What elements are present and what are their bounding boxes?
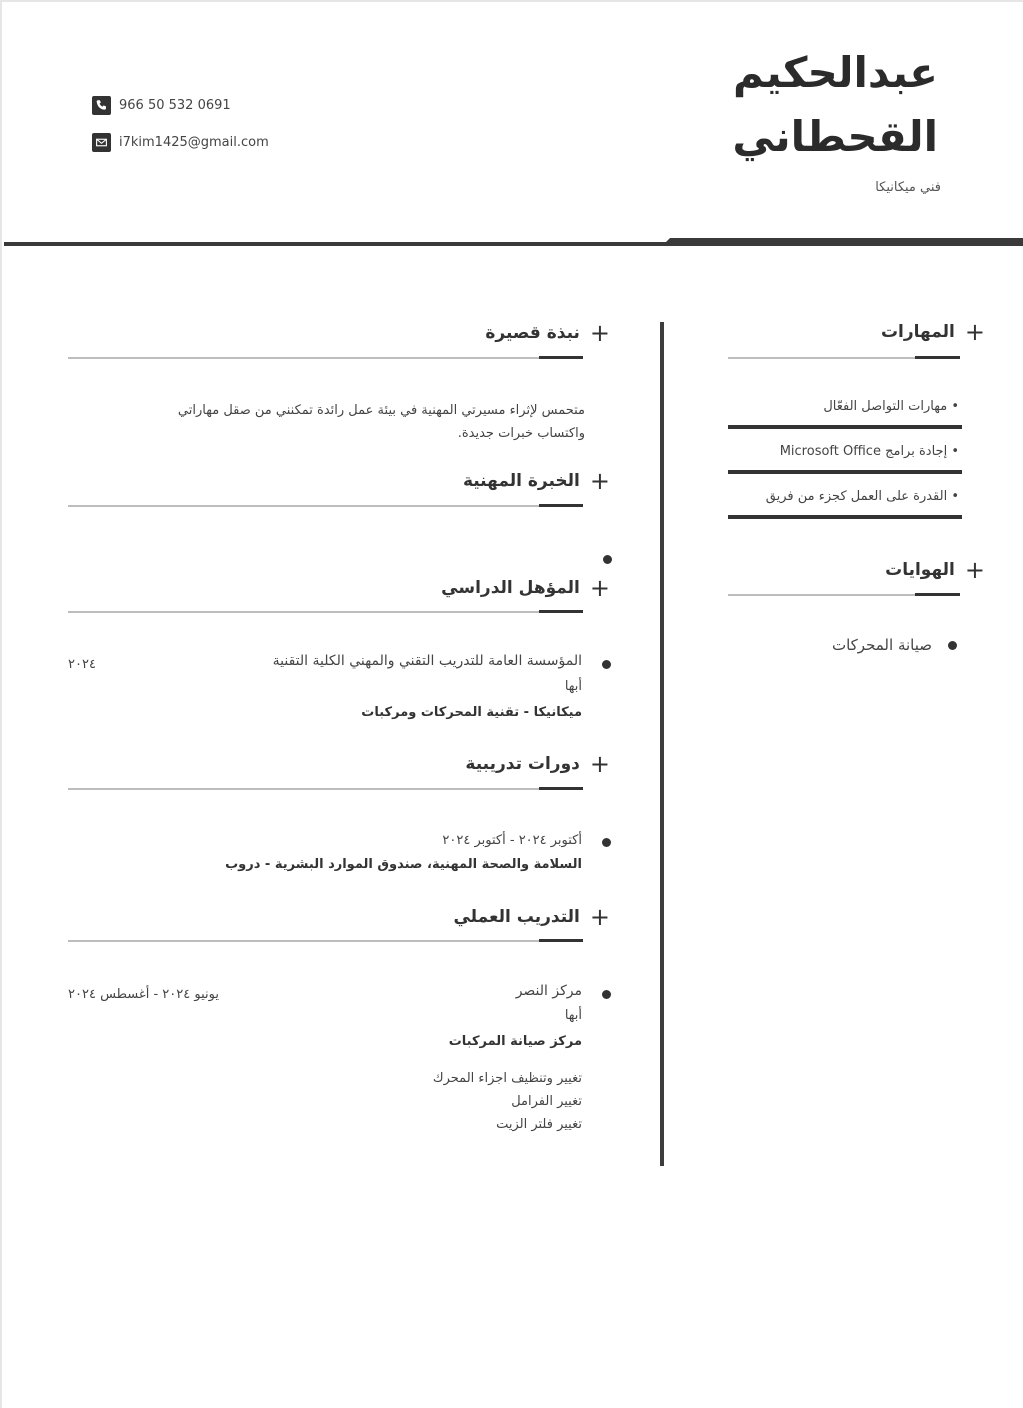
hobbies-heading	[885, 558, 985, 582]
experience-rule	[68, 505, 583, 507]
course-name: السلامة والصحة المهنية، صندوق الموارد البشرية - دروب	[225, 857, 582, 872]
plus-icon: +	[589, 574, 610, 602]
skill-bar	[728, 515, 962, 519]
bullet-dot	[948, 641, 957, 650]
skills-rule-accent	[915, 356, 960, 359]
training-city: أبها	[564, 1008, 582, 1023]
column-divider	[660, 322, 664, 1166]
skills-title: المهارات	[880, 322, 955, 342]
education-city: أبها	[564, 679, 582, 694]
education-degree: ميكانيكا - تقنية المحركات ومركبات	[361, 705, 582, 720]
education-year: ٢٠٢٤	[68, 657, 96, 672]
contact-email	[92, 133, 269, 152]
experience-heading	[463, 469, 610, 493]
bullet-dot	[602, 990, 611, 999]
education-title: المؤهل الدراسي	[441, 578, 580, 598]
skill-item: • مهارات التواصل الفعّال	[823, 399, 959, 414]
training-rule-accent	[539, 939, 583, 942]
phone-icon	[92, 96, 111, 115]
training-org: مركز النصر	[515, 983, 582, 999]
skill-item: • إجادة برامج Microsoft Office	[779, 444, 959, 459]
bullet-dot	[602, 660, 611, 669]
contact-phone	[92, 96, 231, 115]
skill-bar	[728, 470, 962, 474]
plus-icon: +	[589, 467, 610, 495]
summary-rule	[68, 357, 583, 359]
name-first-line: عبدالحكيم	[732, 48, 938, 97]
summary-line: واكتساب خبرات جديدة.	[457, 426, 585, 441]
hobby-item	[832, 636, 957, 654]
plus-icon: +	[589, 750, 610, 778]
job-title: فني ميكانيكا	[875, 180, 941, 195]
plus-icon: +	[964, 556, 985, 584]
summary-heading	[485, 321, 610, 345]
training-task: تغيير وتنظيف اجزاء المحرك	[432, 1071, 582, 1086]
summary-text	[178, 399, 585, 445]
experience-title: الخبرة المهنية	[462, 471, 580, 491]
courses-rule-accent	[539, 787, 583, 790]
header-divider-accent	[662, 238, 1023, 246]
education-rule-accent	[539, 610, 583, 613]
hobby-label: صيانة المحركات	[831, 636, 932, 654]
course-date: أكتوبر ٢٠٢٤ - أكتوبر ٢٠٢٤	[442, 833, 582, 848]
training-dates: يونيو ٢٠٢٤ - أغسطس ٢٠٢٤	[68, 987, 219, 1002]
experience-rule-accent	[539, 504, 583, 507]
courses-heading	[465, 752, 610, 776]
training-rule	[68, 940, 583, 942]
training-task: تغيير الفرامل	[511, 1094, 582, 1109]
phone-number: 966 50 532 0691	[119, 98, 231, 113]
education-heading	[441, 576, 610, 600]
skill-bar	[728, 425, 962, 429]
plus-icon: +	[589, 319, 610, 347]
hobbies-title: الهوايات	[885, 560, 955, 580]
training-title: التدريب العملي	[453, 907, 580, 927]
bullet-dot	[602, 838, 611, 847]
skills-heading	[881, 320, 985, 344]
education-rule	[68, 611, 583, 613]
skill-item: • القدرة على العمل كجزء من فريق	[765, 489, 959, 504]
bullet-dot	[603, 555, 612, 564]
summary-line: متحمس لإثراء مسيرتي المهنية في بيئة عمل رائدة تمكنني من صقل مهاراتي	[177, 403, 585, 418]
plus-icon: +	[964, 318, 985, 346]
summary-rule-accent	[539, 356, 583, 359]
courses-title: دورات تدريبية	[465, 754, 580, 774]
courses-rule	[68, 788, 583, 790]
training-heading	[453, 905, 610, 929]
training-task: تغيير فلتر الزيت	[496, 1117, 582, 1132]
hobbies-rule-accent	[915, 593, 960, 596]
training-role: مركز صيانة المركبات	[448, 1034, 582, 1049]
name-second-line: القحطاني	[732, 112, 938, 161]
summary-title: نبذة قصيرة	[485, 323, 580, 343]
education-institution: المؤسسة العامة للتدريب التقني والمهني الكلية التقنية	[272, 653, 582, 669]
envelope-icon	[92, 133, 111, 152]
email-address: i7kim1425@gmail.com	[119, 135, 269, 150]
plus-icon: +	[589, 903, 610, 931]
